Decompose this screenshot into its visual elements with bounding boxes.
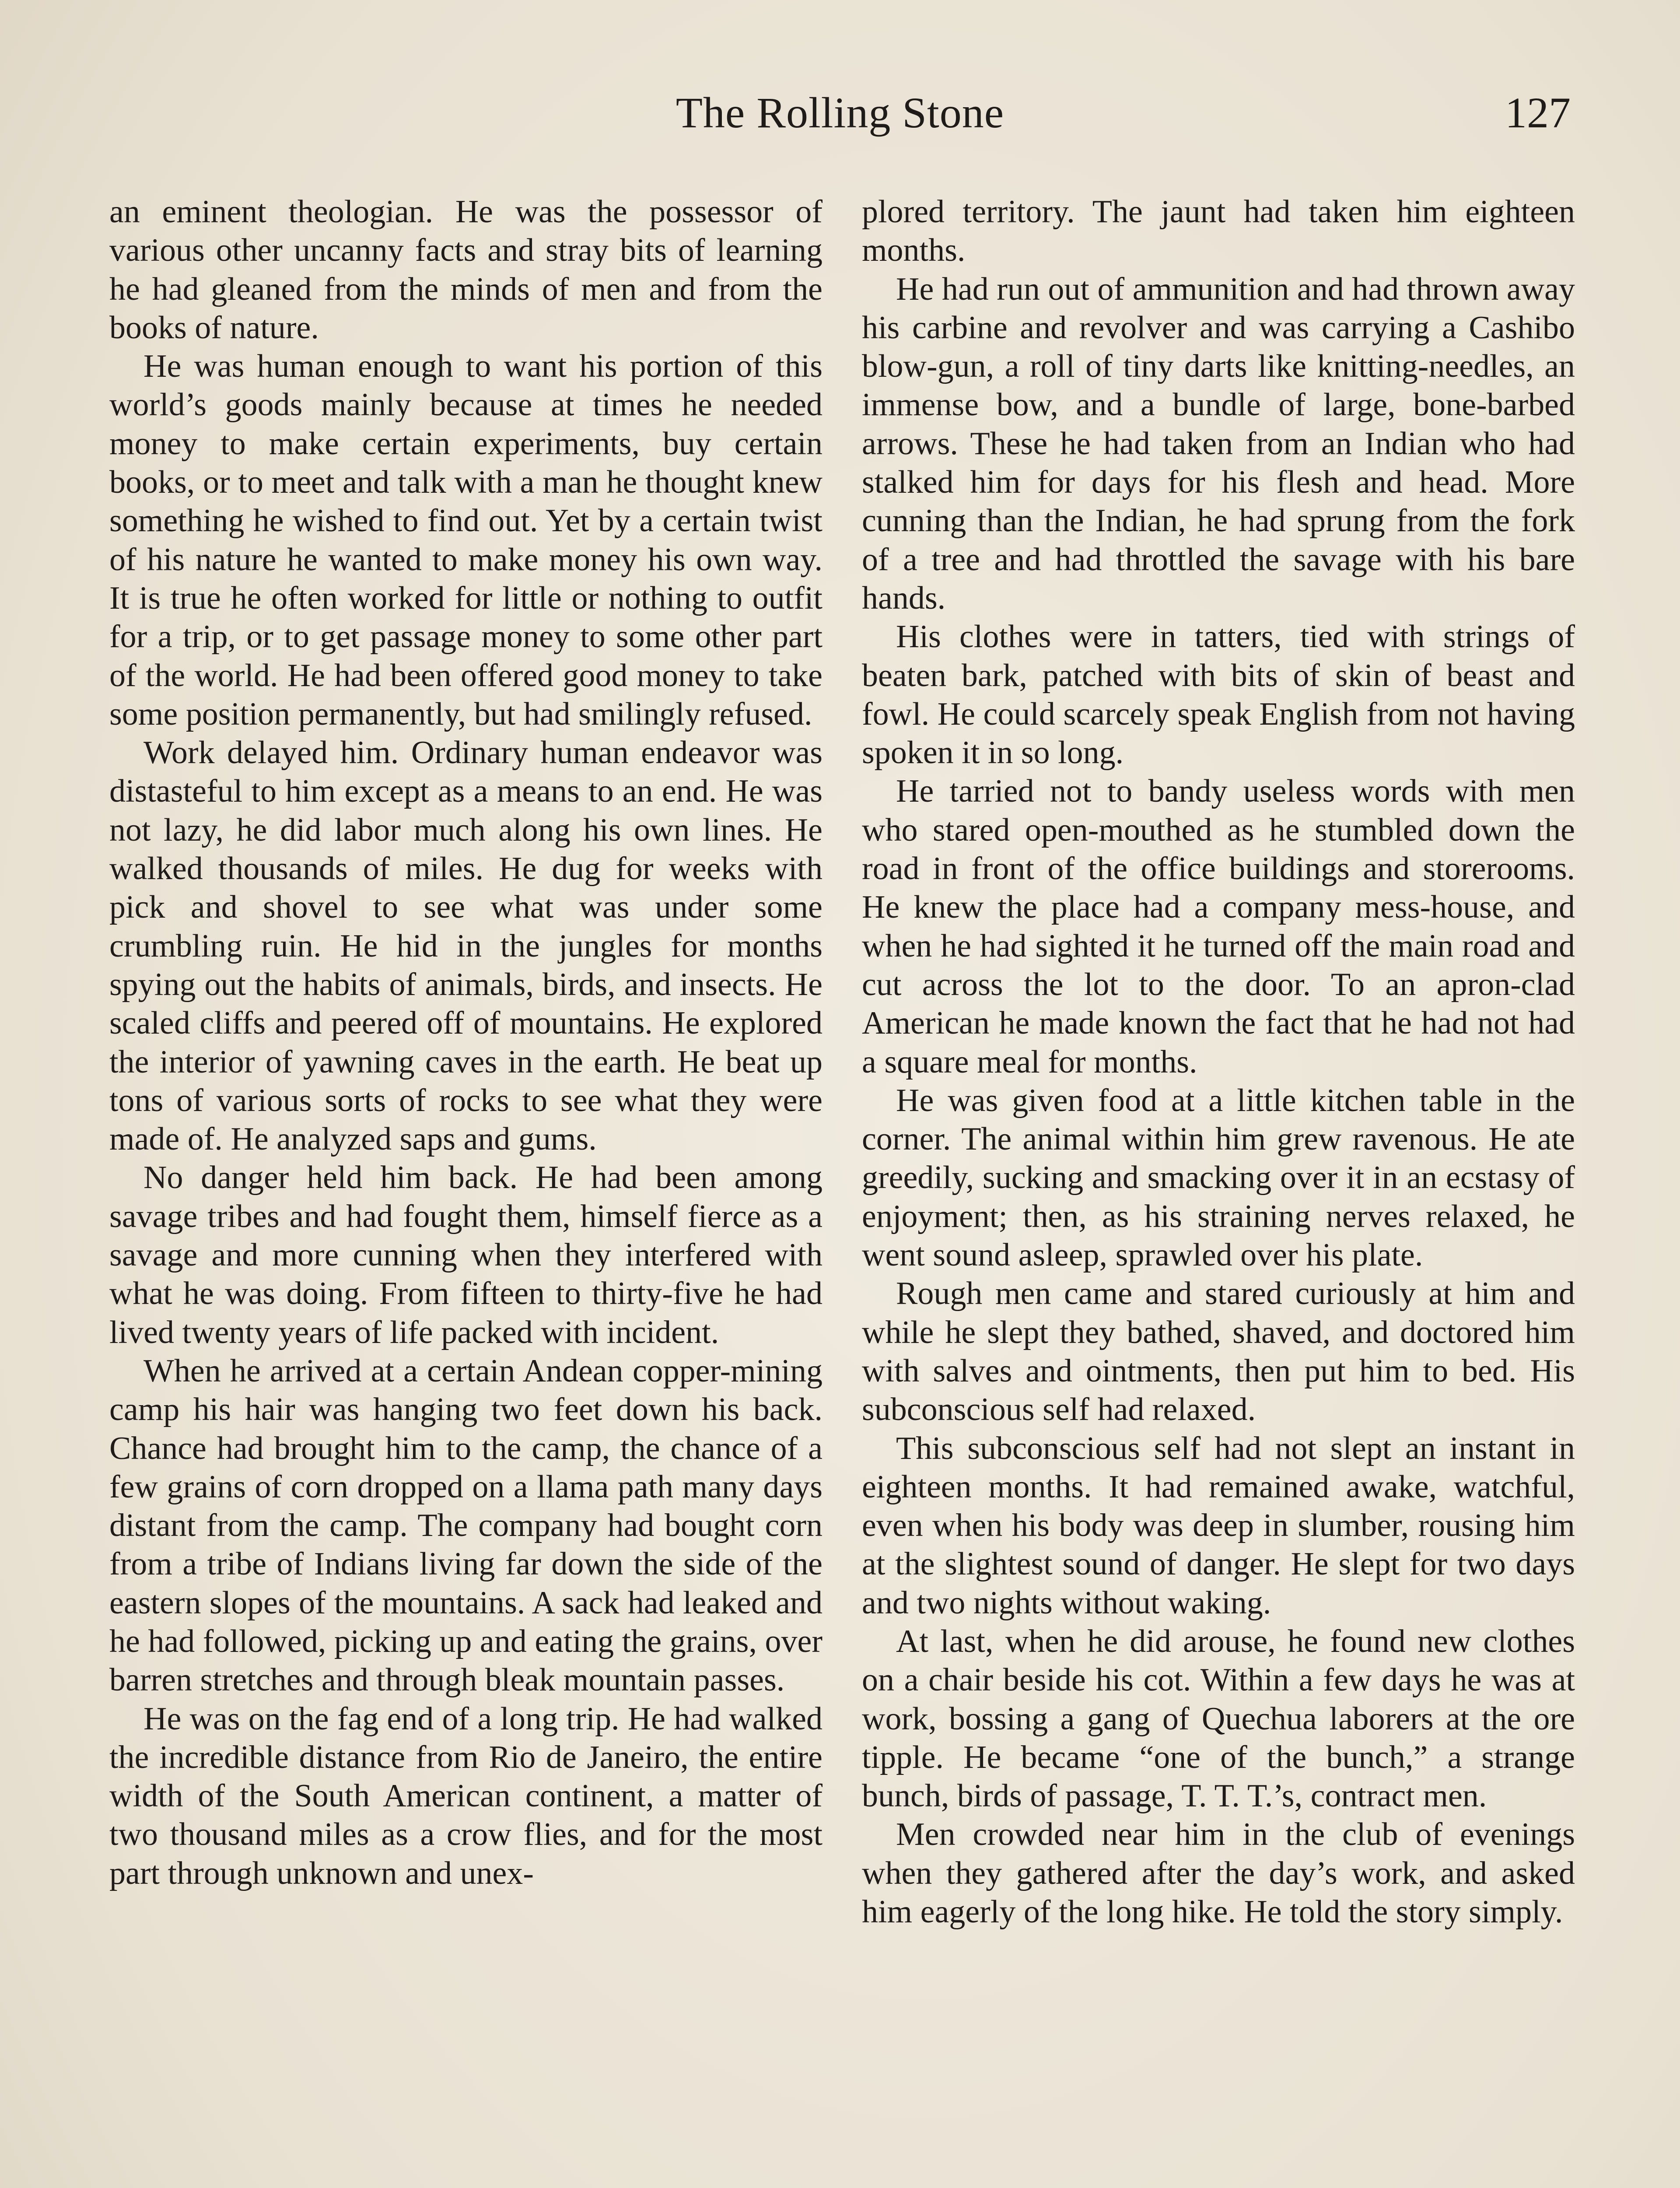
paragraph: Work delayed him. Ordinary human endeavor was distasteful to him except as a means to an end. He was not lazy, he did labor much along his own lines. He walked thousands of miles. He dug for weeks with pick and shovel to see what was under some crumbling ruin. He hid in the jungles for months spying out the habits of animals, birds, and insects. He scaled cliffs and peered off of mountains. He explored the interior of yawning caves in the earth. He beat up tons of various sorts of rocks to see what they were made of. He analyzed saps and gums. — [109, 735, 822, 1157]
paragraph: Rough men came and stared curiously at him and while he slept they bathed, shaved, and doctored him with salves and ointments, then put him to bed. His subconscious self had relaxed. — [862, 1276, 1575, 1428]
paragraph: At last, when he did arouse, he found new clothes on a chair beside his cot. Within a few days he was at work, bossing a gang of Quechua laborers at the ore tipple. He became “one of the bunch,” a strange bunch, birds of passage, T. T. T.’s, contract men. — [862, 1623, 1575, 1814]
paragraph: Men crowded near him in the club of evenings when they gathered after the day’s work, and asked him eagerly of the long hike. He told the story simply. — [862, 1816, 1575, 1930]
paragraph: No danger held him back. He had been among savage tribes and had fought them, himself fierce as a savage and more cunning when they interfered with what he was doing. From fifteen to thirty-five he had lived twenty years of life packed with incident. — [109, 1160, 822, 1350]
right-column — [862, 193, 1575, 1931]
paragraph: plored territory. The jaunt had taken him eighteen months. — [862, 194, 1575, 269]
paragraph: He had run out of ammunition and had thrown away his carbine and revolver and was carrying a Cashibo blow-gun, a roll of tiny darts like knitting-needles, an immense bow, and a bundle of large, bone-barbed arrows. These he had taken from an Indian who had stalked him for days for his flesh and head. More cunning than the Indian, he had sprung from the fork of a tree and had throttled the savage with his bare hands. — [862, 271, 1575, 616]
paragraph: an eminent theologian. He was the possessor of various other uncanny facts and stray bits of learning he had gleaned from the minds of men and from the books of nature. — [109, 194, 822, 346]
page-header — [109, 88, 1571, 158]
paragraph: He was human enough to want his portion of this world’s goods mainly because at times he needed money to make certain experiments, buy certain books, or to meet and talk with a man he thought knew something he wished to find out. Yet by a certain twist of his nature he wanted to make money his own way. It is true he often worked for little or nothing to outfit for a trip, or to get passage money to some other part of the world. He had been offered good money to take some position permanently, but had smilingly refused. — [109, 348, 822, 732]
page-number: 127 — [1505, 88, 1571, 137]
paragraph: When he arrived at a certain Andean copper-mining camp his hair was hanging two feet down his back. Chance had brought him to the camp, the chance of a few grains of corn dropped on a llama path many days distant from the camp. The company had bought corn from a tribe of Indians living far down the side of the eastern slopes of the mountains. A sack had leaked and he had followed, picking up and eating the grains, over barren stretches and through bleak mountain passes. — [109, 1353, 822, 1698]
paragraph: This subconscious self had not slept an instant in eighteen months. It had remained awake, watchful, even when his body was deep in slumber, rousing him at the slightest sound of danger. He slept for two days and two nights without waking. — [862, 1430, 1575, 1621]
running-head-title: The Rolling Stone — [676, 88, 1004, 137]
paragraph: He was given food at a little kitchen table in the corner. The animal within him grew ravenous. He ate greedily, sucking and smacking over it in an ecstasy of enjoyment; then, as his straining nerves relaxed, he went sound asleep, sprawled over his plate. — [862, 1082, 1575, 1273]
paragraph: He was on the fag end of a long trip. He had walked the incredible distance from Rio de Janeiro, the entire width of the South American continent, a matter of two thousand miles as a crow flies, and for the most part through unknown and unex- — [109, 1701, 822, 1891]
paragraph: His clothes were in tatters, tied with strings of beaten bark, patched with bits of skin of beast and fowl. He could scarcely speak English from not having spoken it in so long. — [862, 619, 1575, 771]
left-column — [109, 193, 822, 1893]
paragraph: He tarried not to bandy useless words with men who stared open-mouthed as he stumbled down the road in front of the office buildings and storerooms. He knew the place had a company mess-house, and when he had sighted it he turned off the main road and cut across the lot to the door. To an apron-clad American he made known the fact that he had not had a square meal for months. — [862, 773, 1575, 1080]
